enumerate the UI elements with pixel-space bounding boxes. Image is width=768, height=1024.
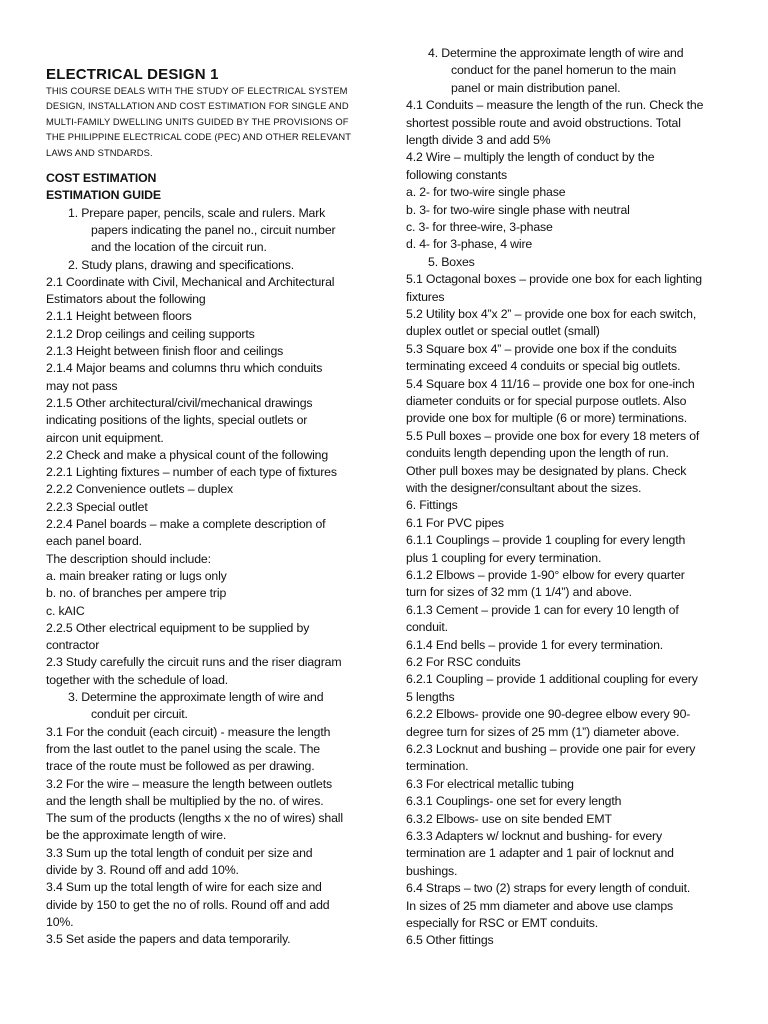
text-line: b. no. of branches per ampere trip (46, 586, 227, 601)
text-line: and the length shall be multiplied by the no. of wires. (46, 793, 324, 808)
text-line: 4. Determine the approximate length of wire and (428, 46, 684, 60)
text-line: 2.2.5 Other electrical equipment to be supplied by (46, 620, 310, 635)
text-line: 6.1.3 Cement – provide 1 can for every 10 length of (406, 602, 679, 617)
text-line: 6.4 Straps – two (2) straps for every length of conduit. (406, 881, 691, 896)
text-line: 2.1.4 Major beams and columns thru which conduits (46, 361, 323, 376)
text-line: In sizes of 25 mm diameter and above use clamps (406, 898, 674, 913)
text-line: termination. (406, 759, 469, 774)
text-line: bushings. (406, 863, 458, 878)
text-line: Estimators about the following (46, 292, 206, 307)
text-line: ESTIMATION GUIDE (46, 188, 161, 203)
text-line: duplex outlet or special outlet (small) (406, 324, 600, 339)
text-line: 3.1 For the conduit (each circuit) - measure the length (46, 724, 331, 739)
text-line: 2.1.1 Height between floors (46, 309, 192, 324)
text-line: 2.1.2 Drop ceilings and ceiling supports (46, 326, 255, 341)
text-line: 3. Determine the approximate length of wire and (68, 690, 324, 704)
intro-line: THE PHILIPPINE ELECTRICAL CODE (PEC) AND OTHER RELEVANT (46, 131, 352, 143)
intro-line: DESIGN, INSTALLATION AND COST ESTIMATION FOR SINGLE AND (46, 100, 349, 112)
text-line: indicating positions of the lights, special outlets or (46, 413, 308, 428)
text-line: 6.3.1 Couplings- one set for every length (406, 794, 622, 809)
text-line: 6.1.4 End bells – provide 1 for every termination. (406, 637, 664, 652)
text-line: 3.3 Sum up the total length of conduit per size and (46, 845, 313, 860)
text-line: 2.1 Coordinate with Civil, Mechanical and Architectural (46, 274, 335, 289)
text-line: fixtures (406, 289, 445, 304)
text-line: following constants (406, 167, 508, 182)
text-line: shortest possible route and avoid obstructions. Total (406, 115, 681, 130)
text-line: 2.1.3 Height between finish floor and ceilings (46, 344, 284, 358)
text-line: conduct for the panel homerun to the main (451, 63, 676, 78)
text-line: 2.2.4 Panel boards – make a complete description of (46, 517, 326, 531)
text-line: provide one box for multiple (6 or more) terminations. (406, 411, 688, 426)
text-line: may not pass (46, 378, 118, 393)
text-line: 6.2.2 Elbows- provide one 90-degree elbow every 90- (406, 707, 691, 722)
text-line: The sum of the products (lengths x the no of wires) shall (46, 811, 343, 826)
text-line: papers indicating the panel no., circuit number (91, 222, 336, 237)
text-line: Other pull boxes may be designated by plans. Check (406, 463, 687, 478)
text-line: 5.5 Pull boxes – provide one box for every 18 meters of (406, 428, 700, 443)
text-line: diameter conduits or for special purpose outlets. Also (406, 394, 687, 408)
text-line: with the designer/consultant about the sizes. (406, 481, 642, 495)
intro-line: THIS COURSE DEALS WITH THE STUDY OF ELECTRICAL SYSTEM (46, 85, 348, 96)
text-line: divide by 150 to get the no of rolls. Round off and add (46, 897, 330, 912)
text-line: d. 4- for 3-phase, 4 wire (406, 237, 533, 252)
text-line: 3.2 For the wire – measure the length between outlets (46, 776, 332, 791)
text-line: 5. Boxes (428, 254, 475, 269)
text-line: 6.2.1 Coupling – provide 1 additional coupling for every (406, 672, 698, 687)
text-line: from the last outlet to the panel using the scale. The (46, 741, 320, 756)
text-line: turn for sizes of 32 mm (1 1/4”) and above. (406, 585, 632, 600)
text-line: conduit. (406, 620, 448, 635)
text-line: especially for RSC or EMT conduits. (406, 916, 599, 930)
text-line: terminating exceed 4 conduits or special big outlets. (406, 359, 681, 374)
text-line: 1. Prepare paper, pencils, scale and rulers. Mark (68, 205, 326, 220)
text-line: 6.1 For PVC pipes (406, 515, 504, 530)
text-line: 2.2.2 Convenience outlets – duplex (46, 482, 234, 497)
text-line: 2.1.5 Other architectural/civil/mechanical drawings (46, 395, 313, 410)
text-line: be the approximate length of wire. (46, 828, 227, 843)
text-line: 3.5 Set aside the papers and data temporarily. (46, 932, 291, 947)
text-line: 6.1.2 Elbows – provide 1-90° elbow for every quarter (406, 568, 685, 582)
text-line: 6.3 For electrical metallic tubing (406, 776, 574, 791)
text-line: 2. Study plans, drawing and specifications. (68, 257, 294, 272)
text-line: b. 3- for two-wire single phase with neutral (406, 202, 630, 217)
text-line: 10%. (46, 914, 74, 929)
text-line: 5 lengths (406, 689, 455, 704)
text-line: and the location of the circuit run. (91, 240, 267, 255)
text-line: each panel board. (46, 534, 142, 549)
text-line: 6.2 For RSC conduits (406, 655, 521, 669)
text-line: plus 1 coupling for every termination. (406, 550, 602, 565)
text-line: 6.1.1 Couplings – provide 1 coupling for every length (406, 533, 686, 548)
text-line: 5.3 Square box 4” – provide one box if the conduits (406, 341, 677, 356)
text-line: c. kAIC (46, 603, 85, 618)
text-line: 2.2.3 Special outlet (46, 499, 148, 514)
text-line: 4.2 Wire – multiply the length of conduct by the (406, 150, 655, 165)
text-line: 2.2.1 Lighting fixtures – number of each type of fixtures (46, 465, 337, 480)
text-line: 3.4 Sum up the total length of wire for each size and (46, 880, 322, 895)
text-line: conduits length depending upon the length of run. (406, 446, 669, 461)
intro-line: MULTI-FAMILY DWELLING UNITS GUIDED BY THE PROVISIONS OF (46, 115, 349, 127)
text-line: 6.2.3 Locknut and bushing – provide one pair for every (406, 742, 696, 756)
text-line: panel or main distribution panel. (451, 80, 621, 95)
text-line: 2.3 Study carefully the circuit runs and the riser diagram (46, 655, 342, 670)
text-line: 6.3.2 Elbows- use on site bended EMT (406, 811, 612, 826)
text-line: conduit per circuit. (91, 707, 188, 722)
intro-line: LAWS AND STNDARDS. (46, 146, 153, 158)
text-line: divide by 3. Round off and add 10%. (46, 863, 239, 877)
text-line: a. 2- for two-wire single phase (406, 185, 566, 200)
text-line: contractor (46, 638, 100, 653)
text-line: together with the schedule of load. (46, 672, 229, 687)
text-line: length divide 3 and add 5% (406, 133, 551, 147)
text-line: c. 3- for three-wire, 3-phase (406, 220, 553, 234)
text-line: termination are 1 adapter and 1 pair of locknut and (406, 846, 674, 861)
text-line: 6.5 Other fittings (406, 933, 494, 948)
text-line: aircon unit equipment. (46, 430, 164, 445)
text-line: 2.2 Check and make a physical count of the following (46, 447, 329, 462)
text-line: 5.2 Utility box 4”x 2” – provide one box for each switch, (406, 307, 697, 321)
text-line: degree turn for sizes of 25 mm (1”) diameter above. (406, 724, 680, 739)
text-line: 5.1 Octagonal boxes – provide one box for each lighting (406, 272, 702, 287)
text-line: 6.3.3 Adapters w/ locknut and bushing- for every (406, 829, 662, 843)
text-line: 5.4 Square box 4 11/16 – provide one box for one-inch (406, 376, 695, 391)
document-title: ELECTRICAL DESIGN 1 (46, 66, 219, 83)
text-line: 4.1 Conduits – measure the length of the run. Check the (406, 98, 704, 113)
text-line: The description should include: (46, 551, 211, 566)
text-line: trace of the route must be followed as per drawing. (46, 759, 315, 774)
text-line: COST ESTIMATION (46, 171, 157, 185)
text-line: a. main breaker rating or lugs only (46, 568, 227, 583)
text-line: 6. Fittings (406, 498, 458, 513)
